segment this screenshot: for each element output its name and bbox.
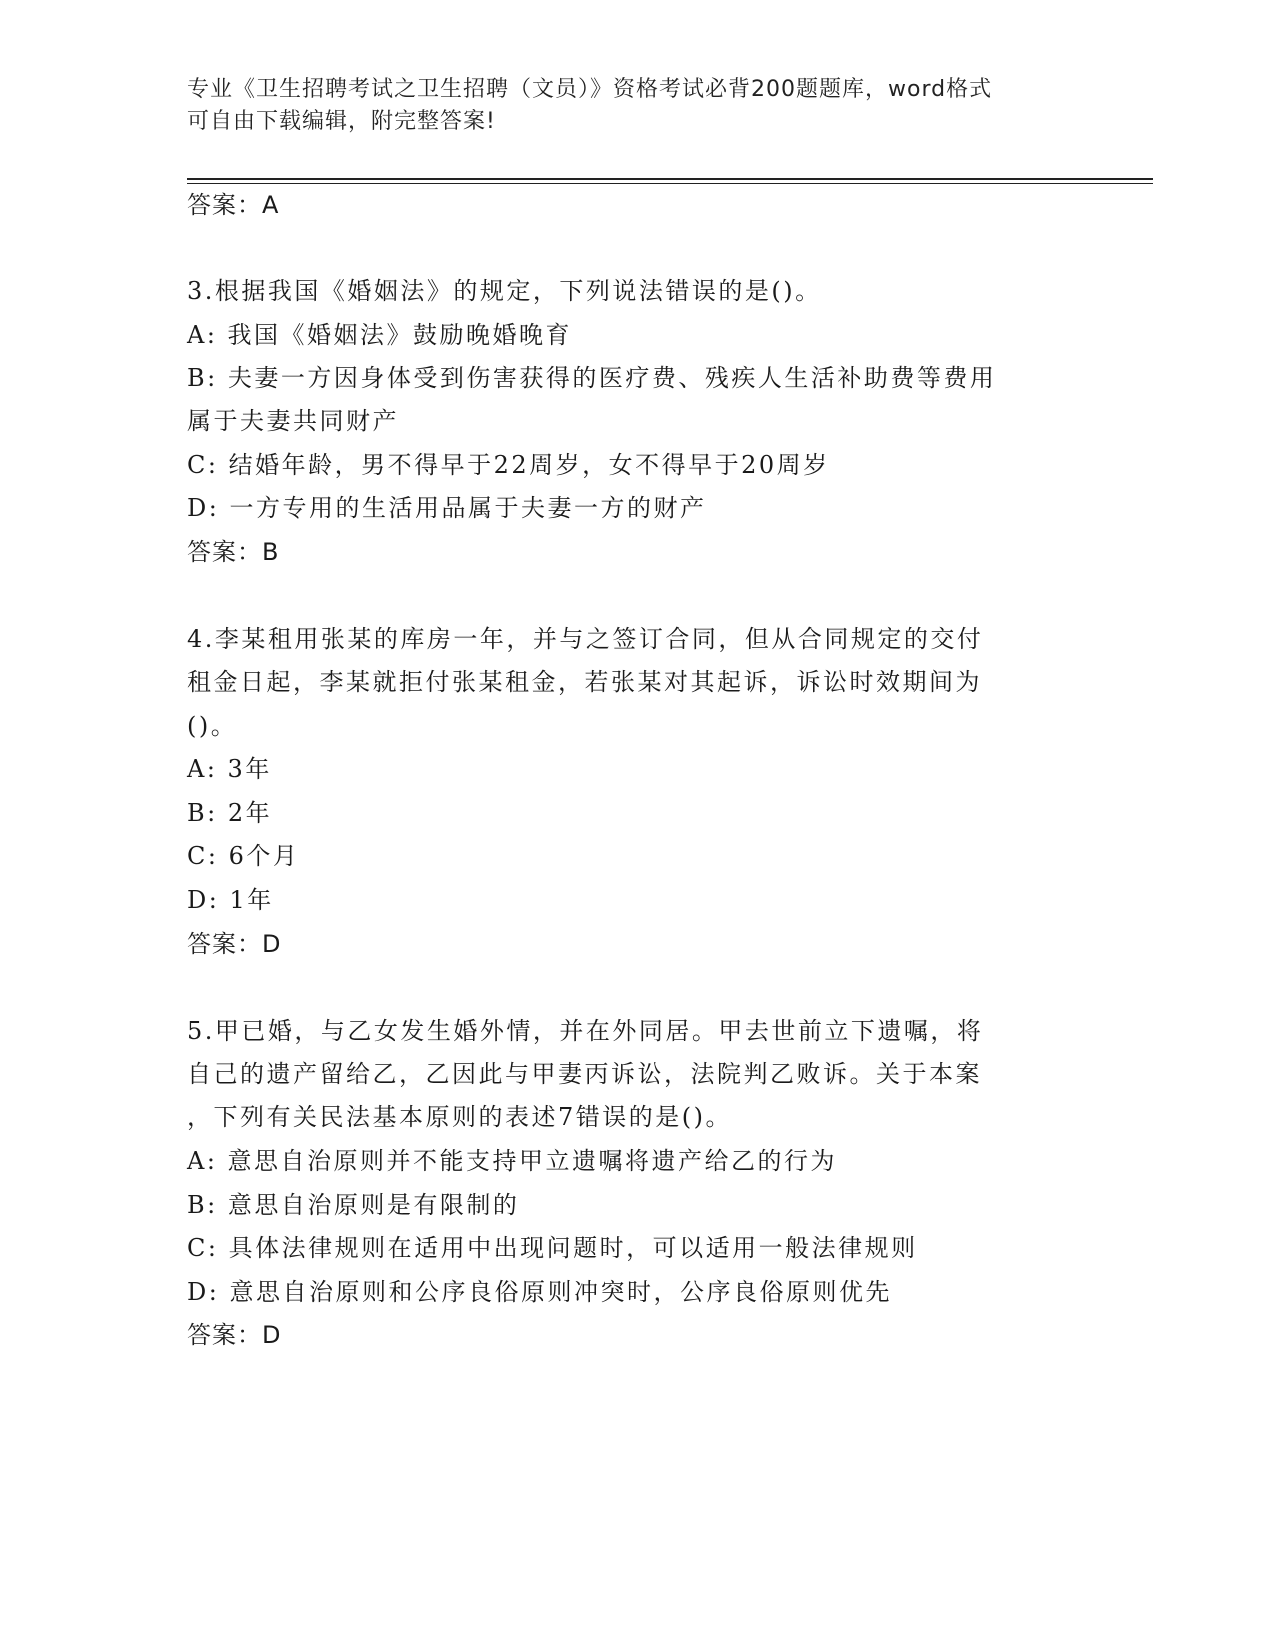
question-5-stem-line-1: 5.甲已婚，与乙女发生婚外情，并在外同居。甲去世前立下遗嘱，将 — [187, 1017, 984, 1045]
question-4-stem-line-2: 租金日起，李某就拒付张某租金，若张某对其起诉，诉讼时效期间为 — [187, 668, 982, 696]
question-4-option-a: A: 3年 — [187, 755, 272, 783]
question-3-answer: 答案：B — [187, 538, 280, 566]
question-4-option-b: B: 2年 — [187, 799, 273, 827]
question-5-answer: 答案：D — [187, 1321, 282, 1349]
question-5-stem-line-2: 自己的遗产留给乙，乙因此与甲妻丙诉讼，法院判乙败诉。关于本案 — [187, 1060, 982, 1088]
question-3-stem-line-1: 3.根据我国《婚姻法》的规定，下列说法错误的是()。 — [187, 277, 822, 305]
question-5-option-c: C: 具体法律规则在适用中出现问题时，可以适用一般法律规则 — [187, 1234, 918, 1262]
question-4-option-c: C: 6个月 — [187, 842, 300, 870]
question-3-option-b-line-1: B: 夫妻一方因身体受到伤害获得的医疗费、残疾人生活补助费等费用 — [187, 364, 997, 392]
previous-answer: 答案：A — [187, 191, 280, 219]
question-4-option-d: D: 1年 — [187, 886, 274, 914]
question-5-option-a: A: 意思自治原则并不能支持甲立遗嘱将遗产给乙的行为 — [187, 1147, 838, 1175]
question-3-option-b-line-2: 属于夫妻共同财产 — [187, 407, 399, 435]
header-line-2: 可自由下载编辑，附完整答案! — [187, 109, 496, 134]
question-3-option-d: D: 一方专用的生活用品属于夫妻一方的财产 — [187, 494, 707, 522]
question-4-answer: 答案：D — [187, 930, 282, 958]
header-divider-thick — [187, 178, 1153, 180]
question-5-stem-line-3: ，下列有关民法基本原则的表述7错误的是()。 — [187, 1103, 732, 1131]
header-line-1: 专业《卫生招聘考试之卫生招聘（文员）》资格考试必背200题题库，word格式 — [187, 77, 993, 102]
question-5-option-b: B: 意思自治原则是有限制的 — [187, 1191, 520, 1219]
question-5-option-d: D: 意思自治原则和公序良俗原则冲突时，公序良俗原则优先 — [187, 1278, 892, 1306]
document-header — [187, 74, 1067, 138]
header-divider-thin — [187, 183, 1153, 184]
question-4-stem-line-3: ()。 — [187, 712, 238, 740]
question-4-stem-line-1: 4.李某租用张某的库房一年，并与之签订合同，但从合同规定的交付 — [187, 625, 984, 653]
question-3-option-a: A: 我国《婚姻法》鼓励晚婚晚育 — [187, 321, 573, 349]
question-3-option-c: C: 结婚年龄，男不得早于22周岁，女不得早于20周岁 — [187, 451, 830, 479]
